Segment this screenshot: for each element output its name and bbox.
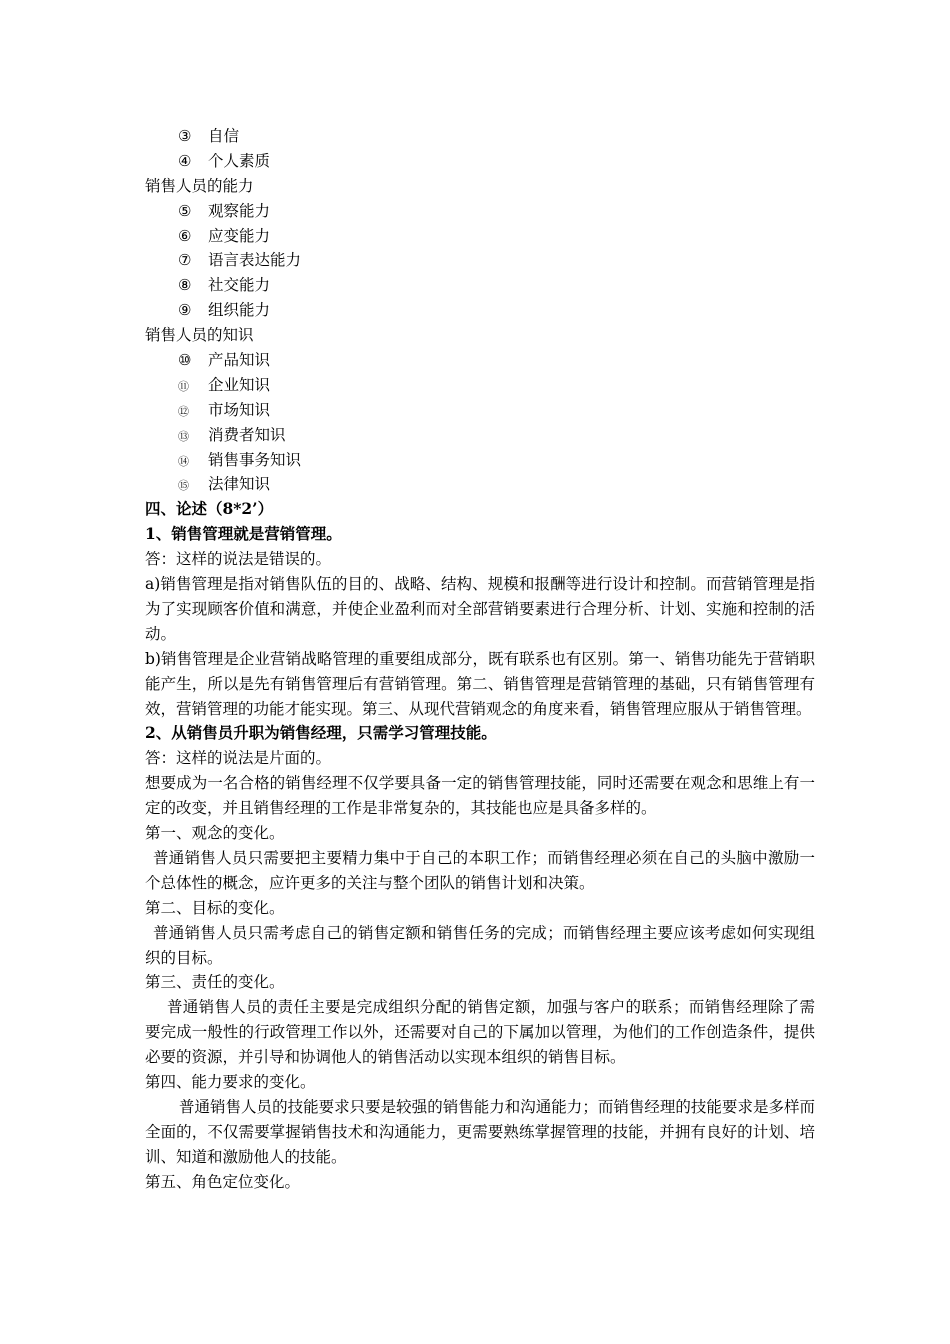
- list-item: [145, 298, 815, 323]
- question-2-answer: 答：这样的说法是片面的。: [145, 749, 332, 768]
- list-item: [145, 248, 815, 273]
- question-2-point-2-body: 普通销售人员只需考虑自己的销售定额和销售任务的完成；而销售经理主要应该考虑如何实现组织的目标。: [145, 923, 815, 967]
- item-text: 法律知识: [208, 475, 271, 494]
- item-text: 销售事务知识: [208, 450, 302, 469]
- list-item: [145, 472, 815, 497]
- section-heading-knowledge: 销售人员的知识: [145, 326, 254, 345]
- item-text: 企业知识: [208, 375, 271, 394]
- question-2-point-4-heading: 第四、能力要求的变化。: [145, 1073, 316, 1092]
- item-number: ⑬: [178, 429, 189, 443]
- list-item: [145, 224, 815, 249]
- item-text: 组织能力: [208, 301, 271, 320]
- question-2-intro: 想要成为一名合格的销售经理不仅学要具备一定的销售管理技能，同时还需要在观念和思维上有一定的改变，并且销售经理的工作是非常复杂的，其技能也应是具备多样的。: [145, 774, 815, 818]
- item-number: ⑨: [178, 301, 192, 320]
- item-number: ⑫: [178, 404, 189, 418]
- question-1-point-b: b)销售管理是企业营销战略管理的重要组成部分，既有联系也有区别。第一、销售功能先于营销职能产生，所以是先有销售管理后有营销管理。第二、销售管理是营销管理的基础，只有销售管理有效，营销管理的功能才能实现。第三、从现代营销观念的角度来看，销售管理应服从于销售管理。: [145, 649, 815, 718]
- item-text: 消费者知识: [208, 425, 286, 444]
- item-number: ④: [178, 151, 192, 170]
- item-text: 个人素质: [208, 151, 271, 170]
- question-2-point-1-body: 普通销售人员只需要把主要精力集中于自己的本职工作；而销售经理必须在自己的头脑中激励一个总体性的概念，应许更多的关注与整个团队的销售计划和决策。: [145, 848, 815, 892]
- item-number: ⑭: [178, 454, 189, 468]
- question-1-point-a: a)销售管理是指对销售队伍的目的、战略、结构、规模和报酬等进行设计和控制。而营销管理是指为了实现顾客价值和满意，并使企业盈利而对全部营销要素进行合理分析、计划、实施和控制的活动。: [145, 575, 815, 643]
- question-2-point-5-heading: 第五、角色定位变化。: [145, 1172, 301, 1191]
- item-text: 应变能力: [208, 226, 271, 245]
- question-2-point-4-body: 普通销售人员的技能要求只要是较强的销售能力和沟通能力；而销售经理的技能要求是多样而全面的，不仅需要掌握销售技术和沟通能力，更需要熟练掌握管理的技能，并拥有良好的计划、培训、知道和激励他人的技能。: [145, 1097, 815, 1166]
- item-number: ⑩: [178, 351, 192, 370]
- item-number: ⑮: [178, 479, 189, 493]
- item-text: 观察能力: [208, 201, 271, 220]
- item-number: ③: [178, 127, 192, 145]
- section-heading-ability: 销售人员的能力: [145, 176, 254, 195]
- list-item: [145, 373, 815, 398]
- document-page: [145, 124, 815, 1195]
- list-item: [145, 199, 815, 224]
- section-heading-essay: 四、论述（8*2’）: [145, 499, 274, 519]
- item-number: ⑧: [178, 276, 192, 295]
- list-item: [145, 423, 815, 448]
- question-2-point-1-heading: 第一、观念的变化。: [145, 824, 285, 843]
- list-item: [145, 398, 815, 423]
- list-item: [145, 124, 815, 149]
- item-text: 社交能力: [208, 276, 271, 295]
- list-item: [145, 149, 815, 174]
- question-2-point-2-heading: 第二、目标的变化。: [145, 898, 285, 917]
- item-text: 产品知识: [208, 351, 271, 370]
- question-2-title: 2、从销售员升职为销售经理，只需学习管理技能。: [145, 723, 497, 743]
- question-1-title: 1、销售管理就是营销管理。: [145, 524, 342, 544]
- item-number: ⑪: [178, 379, 189, 393]
- list-item: [145, 448, 815, 473]
- question-1-answer: 答：这样的说法是错误的。: [145, 550, 332, 569]
- question-2-point-3-heading: 第三、责任的变化。: [145, 973, 285, 992]
- list-item: [145, 273, 815, 298]
- item-text: 市场知识: [208, 400, 271, 419]
- item-number: ⑤: [178, 201, 192, 220]
- list-item: [145, 348, 815, 373]
- item-text: 自信: [208, 127, 240, 145]
- question-2-point-3-body: 普通销售人员的责任主要是完成组织分配的销售定额，加强与客户的联系；而销售经理除了需要完成一般性的行政管理工作以外，还需要对自己的下属加以管理，为他们的工作创造条件，提供必要的资源，并引导和协调他人的销售活动以实现本组织的销售目标。: [145, 998, 815, 1067]
- item-number: ⑥: [178, 226, 192, 245]
- item-number: ⑦: [178, 251, 192, 270]
- item-text: 语言表达能力: [208, 251, 302, 270]
